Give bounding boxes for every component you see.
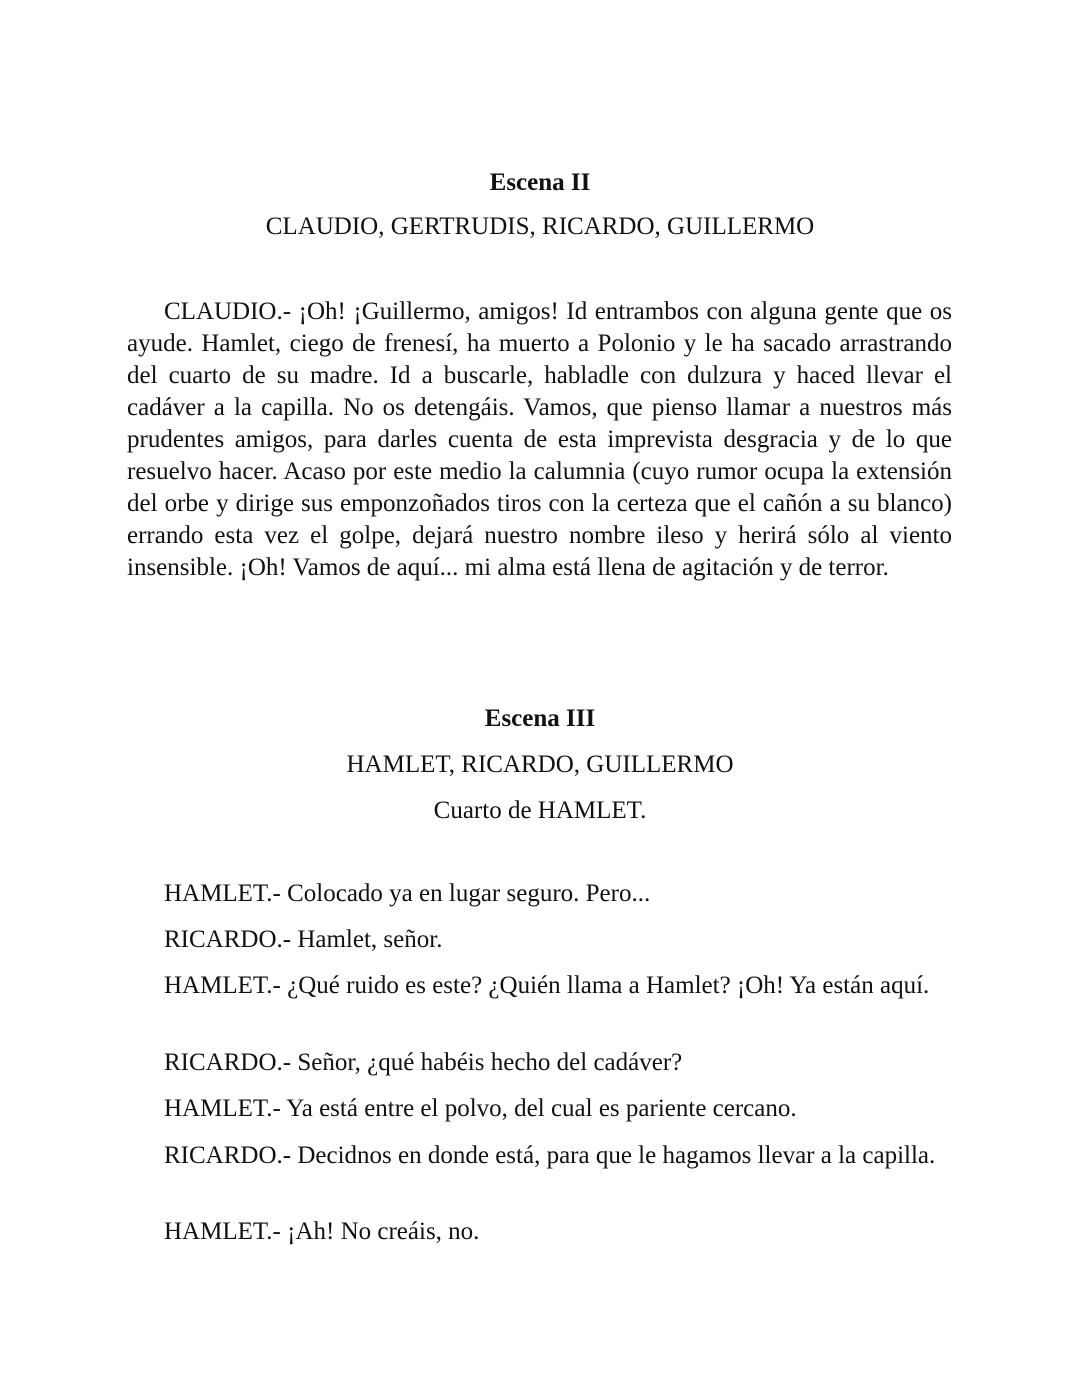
scene-3-title: Escena III: [484, 705, 596, 732]
dialogue-line: HAMLET.- ¿Qué ruido es este? ¿Quién llama a Hamlet? ¡Oh! Ya están aquí.: [164, 972, 930, 999]
dialogue-line: RICARDO.- Señor, ¿qué habéis hecho del cadáver?: [164, 1049, 683, 1076]
scene-3-characters: HAMLET, RICARDO, GUILLERMO: [346, 751, 734, 778]
scene-2-characters: CLAUDIO, GERTRUDIS, RICARDO, GUILLERMO: [265, 213, 815, 240]
scene-2-speech-claudio: CLAUDIO.- ¡Oh! ¡Guillermo, amigos! Id entrambos con alguna gente que os ayude. Hamlet, ciego de frenesí, ha muerto a Polonio y le ha sacado arrastrando del cuarto de su madre. Id a buscarle, habladle con dulzura y haced llevar el cadáver a la capilla. No os detengáis. Vamos, que pienso llamar a nuestros más prudentes amigos, para darles cuenta de esta imprevista desgracia y de lo que resuelvo hacer. Acaso por este medio la calumnia (cuyo rumor ocupa la extensión del orbe y dirige sus emponzoñados tiros con la certeza que el cañón a su blanco) errando esta vez el golpe, dejará nuestro nombre ileso y herirá sólo al viento insensible. ¡Oh! Vamos de aquí... mi alma está llena de agitación y de terror.: [127, 298, 952, 581]
dialogue-line: RICARDO.- Hamlet, señor.: [164, 926, 443, 953]
dialogue-line: HAMLET.- Ya está entre el polvo, del cual es pariente cercano.: [164, 1095, 797, 1122]
scene-2-title: Escena II: [489, 169, 591, 196]
dialogue-line: HAMLET.- ¡Ah! No creáis, no.: [164, 1218, 480, 1245]
dialogue-line: HAMLET.- Colocado ya en lugar seguro. Pero...: [164, 880, 651, 907]
scene-3-setting: Cuarto de HAMLET.: [433, 797, 647, 824]
dialogue-line: RICARDO.- Decidnos en donde está, para que le hagamos llevar a la capilla.: [164, 1142, 936, 1169]
